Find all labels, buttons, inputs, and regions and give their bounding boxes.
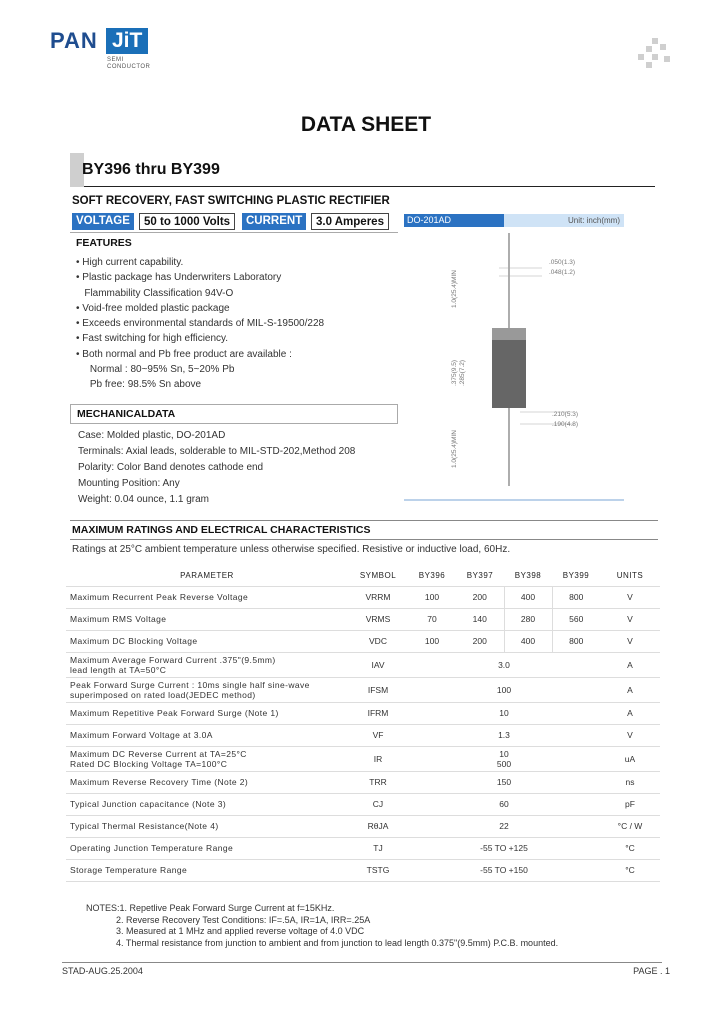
row-parameter: Maximum RMS Voltage bbox=[66, 608, 348, 630]
package-unit: Unit: inch(mm) bbox=[567, 216, 620, 225]
row-parameter-line2: Rated DC Blocking Voltage TA=100°C bbox=[70, 758, 228, 769]
row-symbol: IFRM bbox=[348, 702, 408, 724]
row-unit: A bbox=[600, 702, 660, 724]
dim-dia-a: .210(5.3) bbox=[552, 411, 579, 418]
row-parameter-line1: Storage Temperature Range bbox=[70, 865, 188, 875]
row-parameter-line1: Maximum Reverse Recovery Time (Note 2) bbox=[70, 777, 249, 787]
feature-item: • Fast switching for high efficiency. bbox=[76, 333, 229, 345]
features-heading: FEATURES bbox=[70, 232, 398, 250]
table-row bbox=[66, 746, 660, 771]
row-parameter bbox=[66, 702, 348, 724]
row-value bbox=[408, 677, 600, 702]
row-parameter-line2: lead length at TA=50°C bbox=[70, 664, 167, 675]
row-value bbox=[408, 815, 600, 837]
row-parameter-line1: Peak Forward Surge Current : 10ms single half sine-wave bbox=[70, 679, 310, 690]
header-symbol: SYMBOL bbox=[348, 566, 408, 586]
row-parameter bbox=[66, 677, 348, 702]
row-value-main: 150 bbox=[496, 777, 512, 787]
row-unit: ns bbox=[600, 771, 660, 793]
row-value-main: 10 bbox=[499, 748, 509, 759]
dim-body-b: .285(7.2) bbox=[459, 359, 466, 386]
product-subtitle: SOFT RECOVERY, FAST SWITCHING PLASTIC RECTIFIER bbox=[72, 195, 390, 207]
ratings-note: Ratings at 25°C ambient temperature unless otherwise specified. Resistive or inductive load, 60Hz. bbox=[72, 544, 511, 555]
row-parameter bbox=[66, 771, 348, 793]
logo-jit: JiT bbox=[106, 28, 148, 54]
row-parameter bbox=[66, 815, 348, 837]
mechanical-heading: MECHANICALDATA bbox=[70, 404, 398, 424]
row-value: 800 bbox=[552, 630, 600, 652]
row-parameter bbox=[66, 652, 348, 677]
row-unit: °C / W bbox=[600, 815, 660, 837]
package-name: DO-201AD bbox=[404, 214, 504, 227]
row-unit: V bbox=[600, 724, 660, 746]
row-symbol: VRRM bbox=[348, 586, 408, 608]
mechanical-item: Mounting Position: Any bbox=[78, 478, 180, 489]
table-row bbox=[66, 702, 660, 724]
dim-body-a: .375(9.5) bbox=[451, 359, 458, 386]
table-row bbox=[66, 630, 660, 652]
dim-top-length: 1.0(25.4)MIN bbox=[451, 270, 458, 308]
feature-item: • High current capability. bbox=[76, 257, 184, 268]
header-by396: BY396 bbox=[408, 566, 456, 586]
mechanical-item: Terminals: Axial leads, solderable to MIL-STD-202,Method 208 bbox=[78, 446, 356, 457]
row-parameter-line1: Typical Junction capacitance (Note 3) bbox=[70, 799, 227, 809]
row-value-main: 60 bbox=[499, 799, 509, 809]
row-value: 100 bbox=[408, 630, 456, 652]
feature-item: • Both normal and Pb free product are available : bbox=[76, 348, 292, 360]
row-value: 140 bbox=[456, 608, 504, 630]
row-value: 280 bbox=[504, 608, 552, 630]
current-label: CURRENT bbox=[242, 213, 306, 230]
part-number-box bbox=[70, 153, 655, 187]
feature-item: Pb free: 98.5% Sn above bbox=[76, 379, 202, 391]
row-parameter: Maximum Recurrent Peak Reverse Voltage bbox=[66, 586, 348, 608]
row-symbol: TJ bbox=[348, 837, 408, 859]
footer-divider bbox=[62, 962, 662, 963]
table-row bbox=[66, 859, 660, 881]
logo-sub-line2: CONDUCTOR bbox=[107, 64, 151, 70]
row-value-main: -55 TO +150 bbox=[480, 865, 528, 875]
row-value-main: -55 TO +125 bbox=[480, 843, 528, 853]
table-row bbox=[66, 815, 660, 837]
feature-item: • Exceeds environmental standards of MIL-S-19500/228 bbox=[76, 318, 325, 330]
package-bar bbox=[404, 214, 624, 227]
row-symbol: IR bbox=[348, 746, 408, 771]
row-value: 200 bbox=[456, 586, 504, 608]
row-parameter-line1: Operating Junction Temperature Range bbox=[70, 843, 234, 853]
part-number: BY396 thru BY399 bbox=[82, 161, 220, 178]
row-value: 400 bbox=[504, 586, 552, 608]
row-value bbox=[408, 746, 600, 771]
row-parameter-line1: Maximum Repetitive Peak Forward Surge (Note 1) bbox=[70, 708, 279, 718]
current-value: 3.0 Amperes bbox=[311, 213, 389, 230]
table-row bbox=[66, 608, 660, 630]
table-row bbox=[66, 771, 660, 793]
logo-pan: PAN bbox=[50, 28, 98, 53]
feature-item: Normal : 80~95% Sn, 5~20% Pb bbox=[76, 364, 235, 376]
row-parameter bbox=[66, 793, 348, 815]
row-symbol: VRMS bbox=[348, 608, 408, 630]
row-value bbox=[408, 771, 600, 793]
row-value bbox=[408, 652, 600, 677]
logo-sub-line1: SEMI bbox=[107, 57, 124, 63]
table-row bbox=[66, 586, 660, 608]
mechanical-item: Case: Molded plastic, DO-201AD bbox=[78, 430, 226, 441]
table-row bbox=[66, 677, 660, 702]
voltage-value: 50 to 1000 Volts bbox=[139, 213, 235, 230]
header-by399: BY399 bbox=[552, 566, 600, 586]
footer-date: STAD-AUG.25.2004 bbox=[62, 966, 143, 976]
row-value: 100 bbox=[408, 586, 456, 608]
row-unit: uA bbox=[600, 746, 660, 771]
row-symbol: TRR bbox=[348, 771, 408, 793]
package-outline-diagram bbox=[404, 228, 624, 503]
header-parameter: PARAMETER bbox=[66, 566, 348, 586]
row-value: 200 bbox=[456, 630, 504, 652]
note-item: 3. Measured at 1 MHz and applied reverse voltage of 4.0 VDC bbox=[116, 926, 365, 936]
row-parameter-line1: Maximum DC Reverse Current at TA=25°C bbox=[70, 748, 247, 759]
row-parameter-line1: Maximum Average Forward Current .375"(9.5mm) bbox=[70, 654, 276, 665]
header-units: UNITS bbox=[600, 566, 660, 586]
feature-item: • Plastic package has Underwriters Laboratory bbox=[76, 272, 282, 284]
page-title: DATA SHEET bbox=[300, 113, 432, 136]
mechanical-item: Weight: 0.04 ounce, 1.1 gram bbox=[78, 494, 210, 505]
row-value-main: 3.0 bbox=[498, 659, 510, 670]
row-value bbox=[408, 702, 600, 724]
table-header-row bbox=[66, 566, 660, 586]
row-value: 400 bbox=[504, 630, 552, 652]
mechanical-item: Polarity: Color Band denotes cathode end bbox=[78, 462, 264, 473]
voltage-label: VOLTAGE bbox=[72, 213, 134, 230]
row-value-secondary: 500 bbox=[496, 758, 512, 769]
note-item: 2. Reverse Recovery Test Conditions: IF=.5A, IR=1A, IRR=.25A bbox=[116, 914, 371, 925]
row-symbol: VF bbox=[348, 724, 408, 746]
row-value: 560 bbox=[552, 608, 600, 630]
row-unit: A bbox=[600, 677, 660, 702]
row-parameter bbox=[66, 837, 348, 859]
row-parameter bbox=[66, 859, 348, 881]
row-symbol: IAV bbox=[348, 652, 408, 677]
row-symbol: IFSM bbox=[348, 677, 408, 702]
row-value: 800 bbox=[552, 586, 600, 608]
row-value-main: 10 bbox=[499, 708, 509, 718]
row-parameter: Maximum DC Blocking Voltage bbox=[66, 630, 348, 652]
mechanical-list bbox=[78, 428, 398, 508]
row-unit: A bbox=[600, 652, 660, 677]
note-item: 4. Thermal resistance from junction to ambient and from junction to lead length 0.375"(9.5mm) P.C.B. mounted. bbox=[116, 937, 559, 948]
row-parameter-line2: superimposed on rated load(JEDEC method) bbox=[70, 689, 256, 700]
dim-bottom-length: 1.0(25.4)MIN bbox=[451, 430, 458, 468]
decorative-squares-icon bbox=[638, 38, 670, 68]
ratings-table bbox=[66, 566, 660, 882]
notes bbox=[86, 903, 646, 949]
row-value: 70 bbox=[408, 608, 456, 630]
row-value-main: 100 bbox=[496, 684, 512, 695]
table-row bbox=[66, 837, 660, 859]
row-unit: V bbox=[600, 630, 660, 652]
table-row bbox=[66, 652, 660, 677]
row-value-main: 1.3 bbox=[498, 730, 510, 740]
table-row bbox=[66, 793, 660, 815]
dim-dia-b: .190(4.8) bbox=[552, 421, 579, 428]
dim-lead-b: .048(1.2) bbox=[549, 269, 576, 276]
row-parameter-line1: Typical Thermal Resistance(Note 4) bbox=[70, 821, 219, 831]
row-value bbox=[408, 859, 600, 881]
logo-subtitle bbox=[107, 57, 150, 71]
row-symbol: CJ bbox=[348, 793, 408, 815]
row-value bbox=[408, 837, 600, 859]
dim-lead-a: .050(1.3) bbox=[549, 259, 576, 266]
features-list bbox=[76, 255, 396, 393]
table-row bbox=[66, 724, 660, 746]
row-unit: pF bbox=[600, 793, 660, 815]
row-symbol: RθJA bbox=[348, 815, 408, 837]
row-value-main: 22 bbox=[499, 821, 509, 831]
row-unit: °C bbox=[600, 859, 660, 881]
row-unit: V bbox=[600, 608, 660, 630]
row-unit: °C bbox=[600, 837, 660, 859]
feature-item: Flammability Classification 94V-O bbox=[76, 287, 234, 299]
footer-page: PAGE . 1 bbox=[633, 966, 670, 976]
row-value bbox=[408, 724, 600, 746]
header-by397: BY397 bbox=[456, 566, 504, 586]
ratings-heading: MAXIMUM RATINGS AND ELECTRICAL CHARACTERISTICS bbox=[70, 520, 658, 540]
header-by398: BY398 bbox=[504, 566, 552, 586]
row-parameter bbox=[66, 746, 348, 771]
row-parameter bbox=[66, 724, 348, 746]
row-symbol: VDC bbox=[348, 630, 408, 652]
row-unit: V bbox=[600, 586, 660, 608]
row-parameter-line1: Maximum Forward Voltage at 3.0A bbox=[70, 730, 213, 740]
row-symbol: TSTG bbox=[348, 859, 408, 881]
note-1: NOTES:1. Repetlive Peak Forward Surge Current at f=15KHz. bbox=[86, 903, 335, 913]
row-value bbox=[408, 793, 600, 815]
feature-item: • Void-free molded plastic package bbox=[76, 302, 230, 314]
